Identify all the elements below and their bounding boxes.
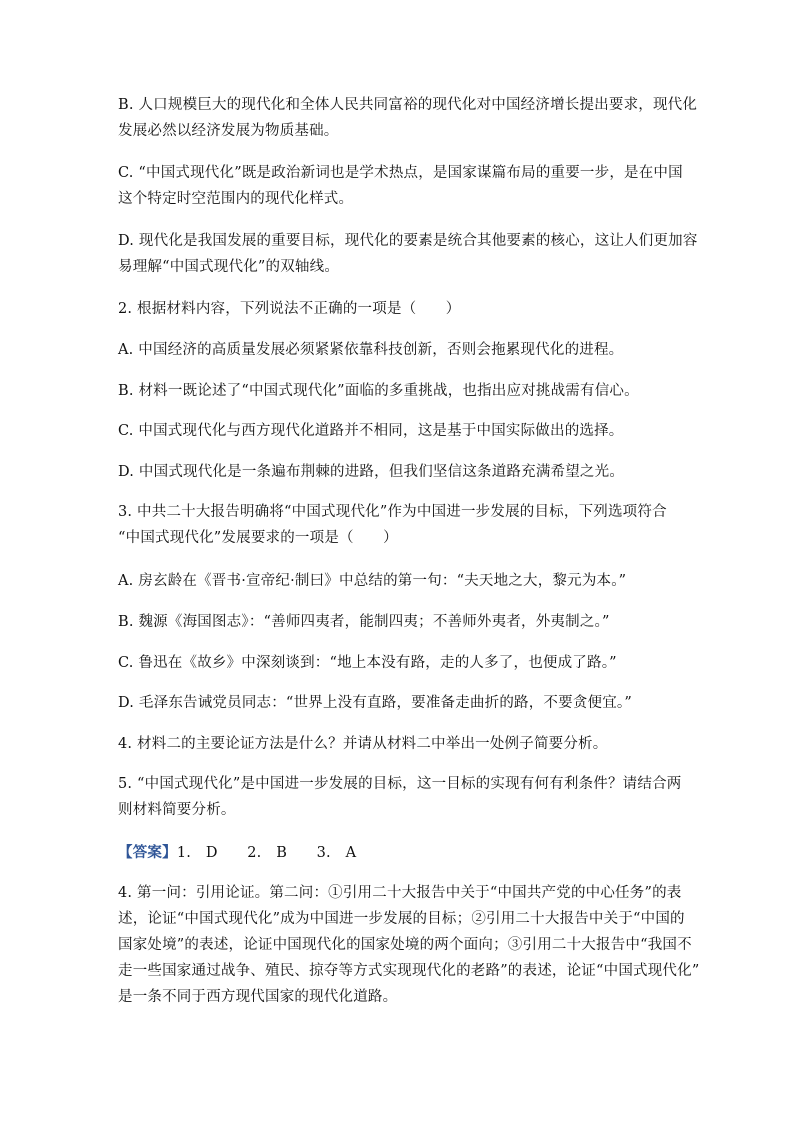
text-line: 述，论证“中国式现代化”成为中国进一步发展的目标；②引用二十大报告中关于“中国的 (118, 911, 685, 927)
text-line: B. 人口规模巨大的现代化和全体人民共同富裕的现代化对中国经济增长提出要求，现代化 (118, 97, 698, 113)
text-line: 则材料简要分析。 (118, 802, 236, 818)
answer-tag: 【答案】 (118, 844, 177, 861)
q1-option-c (118, 160, 683, 212)
q3-option-d (118, 690, 678, 716)
text-line: C. 中国式现代化与西方现代化道路并不相同，这是基于中国实际做出的选择。 (118, 423, 624, 439)
text-line: A. 房玄龄在《晋书·宣帝纪·制曰》中总结的第一句：“夫天地之大，黎元为本。” (118, 573, 627, 589)
text-line: D. 中国式现代化是一条遍布荆棘的进路，但我们坚信这条道路充满希望之光。 (118, 464, 625, 480)
q2-option-d (118, 459, 678, 485)
text-line: 3. 中共二十大报告明确将“中国式现代化”作为中国进一步发展的目标，下列选项符合 (118, 504, 667, 520)
q3-option-b (118, 609, 678, 635)
text-line: B. 材料一既论述了“中国式现代化”面临的多重挑战，也指出应对挑战需有信心。 (118, 383, 639, 399)
q2-stem (118, 296, 678, 322)
text-line: 发展必然以经济发展为物质基础。 (118, 123, 339, 139)
q5-stem (118, 771, 682, 823)
text-line: D. 毛泽东告诫党员同志：“世界上没有直路，要准备走曲折的路，不要贪便宜。” (118, 695, 632, 711)
text-line: D. 现代化是我国发展的重要目标，现代化的要素是统合其他要素的核心，这让人们更加容 (118, 233, 698, 249)
q3-stem (118, 499, 678, 551)
text-line: 国家处境”的表述，论证中国现代化的国家处境的两个面向；③引用二十大报告中“我国不 (118, 937, 692, 953)
q2-option-b (118, 378, 678, 404)
answer-values: 1. D 2. B 3. A (176, 845, 357, 861)
q1-option-b (118, 92, 698, 144)
q3-option-a (118, 568, 678, 594)
text-line: 易理解“中国式现代化”的双轴线。 (118, 259, 340, 275)
text-line: 5. “中国式现代化”是中国进一步发展的目标，这一目标的实现有何有利条件？请结合两 (118, 776, 682, 792)
text-line: 这个特定时空范围内的现代化样式。 (118, 191, 354, 207)
text-line: A. 中国经济的高质量发展必须紧紧依靠科技创新，否则会拖累现代化的进程。 (118, 342, 624, 358)
text-line: 是一条不同于西方现代国家的现代化道路。 (118, 989, 398, 1005)
text-line: 2. 根据材料内容，下列说法不正确的一项是（ ） (118, 301, 461, 317)
q3-option-c (118, 650, 678, 676)
text-line: “中国式现代化”发展要求的一项是（ ） (118, 530, 398, 546)
q4-stem (118, 731, 678, 757)
text-line: C. “中国式现代化”既是政治新词也是学术热点，是国家谋篇布局的重要一步，是在中国 (118, 165, 683, 181)
answer-explanation (118, 880, 700, 1010)
text-line: C. 鲁迅在《故乡》中深刻谈到：“地上本没有路，走的人多了，也便成了路。” (118, 655, 617, 671)
q1-option-d (118, 228, 698, 280)
answer-line (118, 840, 678, 866)
text-line: 走一些国家通过战争、殖民、掠夺等方式实现现代化的老路”的表述，论证“中国式现代化” (118, 963, 700, 979)
text-line: 4. 第一问：引用论证。第二问：①引用二十大报告中关于“中国共产党的中心任务”的表 (118, 885, 682, 901)
text-line: 4. 材料二的主要论证方法是什么？并请从材料二中举出一处例子简要分析。 (118, 736, 608, 752)
q2-option-a (118, 337, 678, 363)
text-line: B. 魏源《海国图志》：“善师四夷者，能制四夷；不善师外夷者，外夷制之。” (118, 614, 610, 630)
q2-option-c (118, 418, 678, 444)
